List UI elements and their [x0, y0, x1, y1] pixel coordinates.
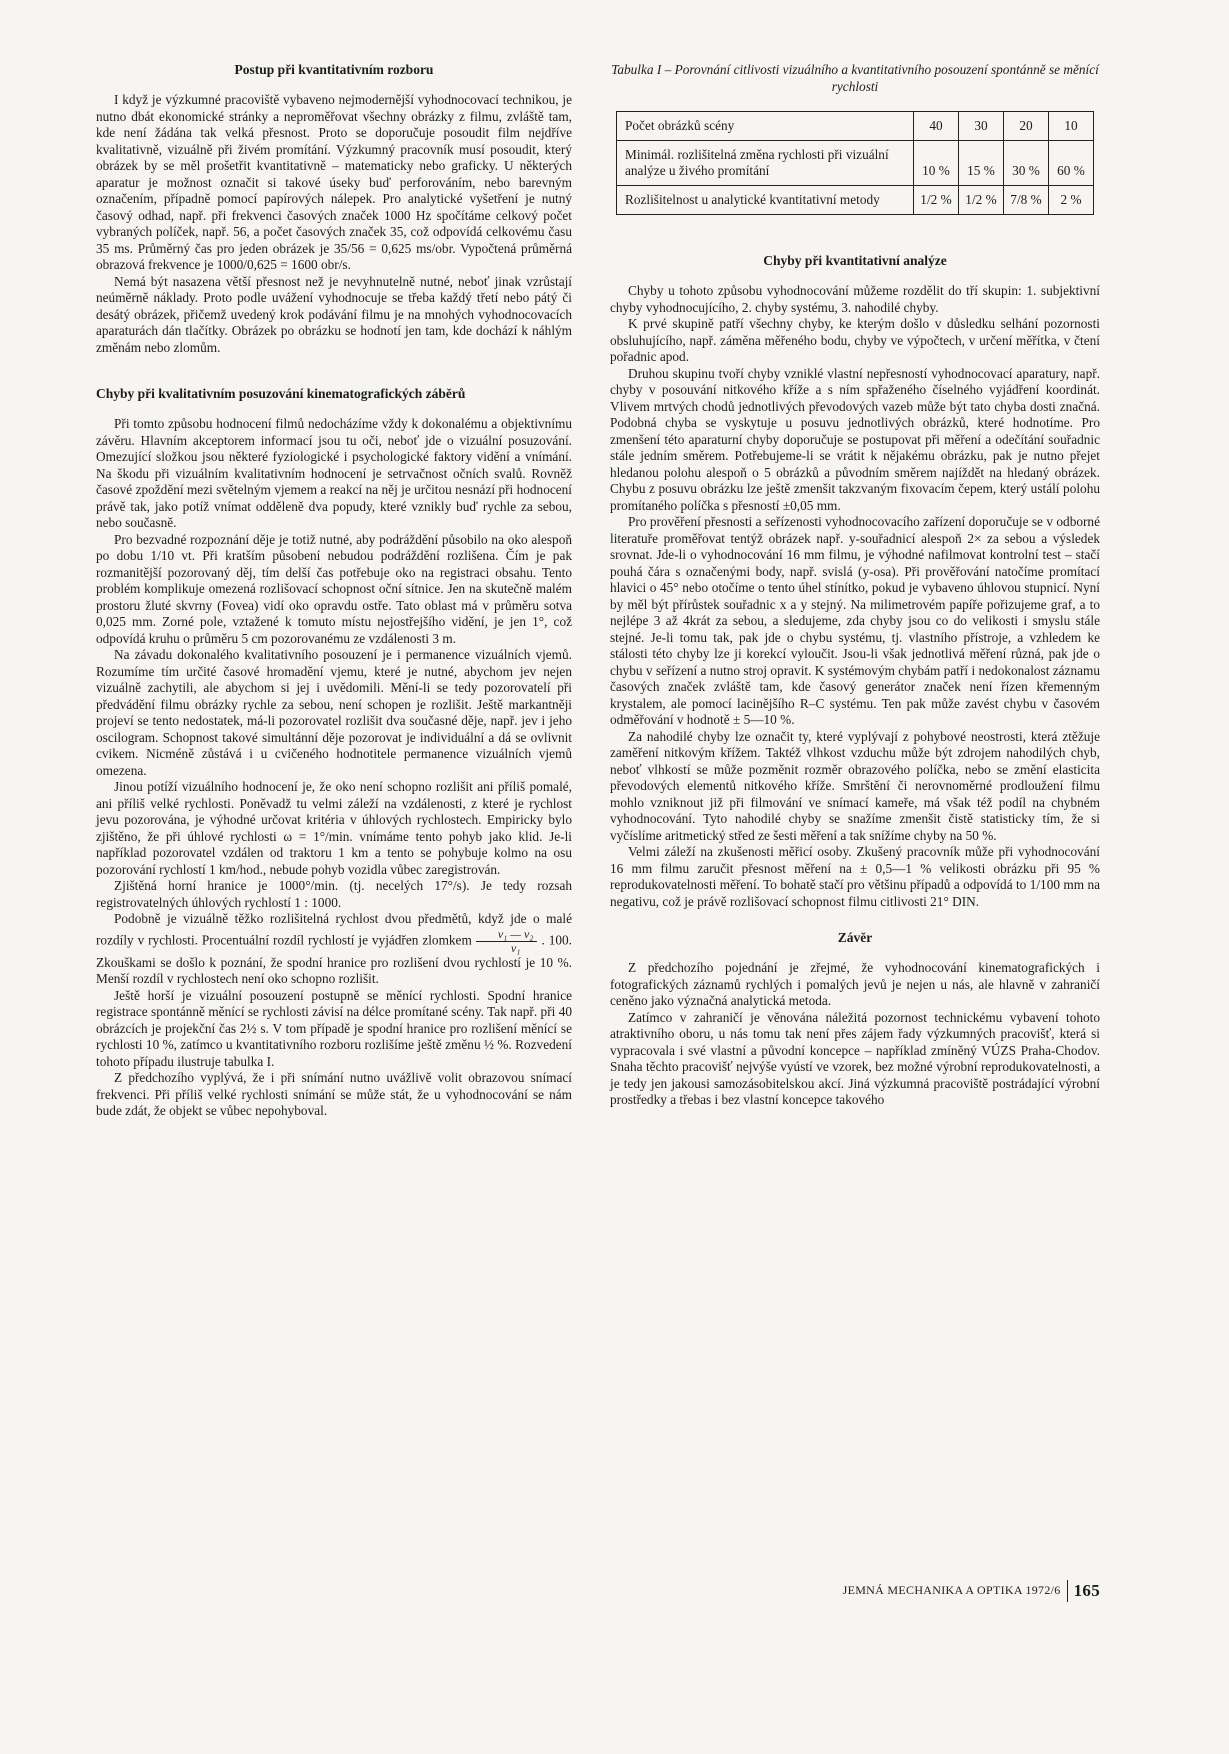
formula-tail-text: . 100. Zkouškami se došlo k poznání, že spodní hranice pro rozlišení dvou rychlostí je 10 %. Menší rozdíl v rychlostech není oko schopno rozlišit. [96, 932, 572, 986]
paragraph: Pro prověření přesnosti a seřízenosti vyhodnocovacího zařízení doporučuje se v odborné literatuře proměřovat tentýž obrázek např. y-souřadnicí alespoň 2× za sebou a výsledek srovnat. Jde-li o vyhodnocování 16 mm filmu, je výhodné nafilmovat kontrolní test – stačí pouhá čára s označenými body, např. svislá (y-osa). Při prověřování natočíme promítací hlavici o 45° nebo otočíme o tento úhel stínítko, pokud je vybaveno úhlovou stupnicí. Nyní by měl být přírůstek souřadnic x a y stejný. Na milimetrovém papíře pořizujeme graf, a to nejlépe 3 až 4krát za sebou, a sledujeme, zda chyby jsou co do velikosti i smyslu stále stejné. Je-li tomu tak, pak jde o chybu systému, tj. vlastního přístroje, a vzhledem ke stálosti této chyby lze ji korekcí vyloučit. Jsou-li však jednotlivá měření různá, pak jde o chybu v seřízení a nutno stroj opravit. K systémovým chybám patří i nedokonalost záznamu časových značek zvláště tam, kde časový generátor značek není řízen křemenným krystalem, ale pomocí lacinějšího R–C systému. Ten pak může zavést chybu v časovém odměřování v hodnotě ± 5—10 %. [610, 514, 1100, 727]
table-row [617, 112, 1094, 141]
table-cell-label: Minimál. rozlišitelná změna rychlosti při vizuální analýze u živého promítání [617, 141, 914, 186]
fraction-denominator: v₁ [510, 940, 521, 955]
table-cell-label: Počet obrázků scény [617, 112, 914, 141]
paragraph: Z předchozího vyplývá, že i při snímání nutno uvážlivě volit obrazovou snímací frekvenci. Při příliš velké rychlosti snímání se může stát, že u vyhodnocování se nám bude zdát, že objekt se vůbec nepohyboval. [96, 1070, 572, 1118]
table-cell: 15 % [959, 141, 1004, 186]
table-cell: 1/2 % [959, 186, 1004, 215]
footer-divider [1067, 1580, 1068, 1602]
paragraph: Ještě horší je vizuální posouzení postupně se měnící rychlosti. Spodní hranice registrace spontánně měnící se rychlosti závisí na délce promítané scény. Tak např. při 40 obrázcích je projekční čas 2½ s. V tom případě je spodní hranice pro rozlišení měnící se rychlosti 10 %, zatímco u kvantitativního rozboru rozlišíme ještě změnu ½ %. Rozvedení tohoto případu ilustruje tabulka I. [96, 987, 572, 1069]
paragraph: Na závadu dokonalého kvalitativního posouzení je i permanence vizuálních vjemů. Rozumíme tím určité časové hromadění vjemu, které je nutné, abychom jev nejen vizuálně zachytili, ale abychom si jej i uvědomili. Mění-li se tedy pozorovatelí při předvádění filmu obrázky rychle za sebou, není schopen je rozlišit. Ještě markantněji projeví se tento nedostatek, má-li pozorovatel rozlišit dva současné děje, např. jev i jeho oscilogram. Schopnost takové simultánní děje pozorovat je individuální a dá se ovlivnit cvikem. Nicméně zůstává i u cvičeného hodnotitele permanence vizuálních vjemů omezena. [96, 647, 572, 778]
left-column [96, 62, 572, 1120]
paragraph: Chyby u tohoto způsobu vyhodnocování můžeme rozdělit do tří skupin: 1. subjektivní chyby vyhodnocujícího, 2. chyby systému, 3. nahodilé chyby. [610, 283, 1100, 315]
paragraph-with-formula [96, 911, 572, 988]
table-cell: 20 [1004, 112, 1049, 141]
paragraph: Nemá být nasazena větší přesnost než je nevyhnutelně nutné, neboť jinak vzrůstají neúměrně náklady. Proto podle uvážení vyhodnocuje se třeba každý třetí nebo pátý či desátý obrázek, přičemž uvedený krok podávání filmu je na mnohých vyhodnocovacích aparaturách dán tlačítky. Obrázek po obrázku se hodnotí jen tam, kde dochází k náhlým změnám nebo zlomům. [96, 273, 572, 355]
page-number: 165 [1073, 1581, 1100, 1600]
fraction-numerator: v₁ — v₂ [476, 928, 538, 942]
table-cell: 30 % [1004, 141, 1049, 186]
page-footer [754, 1580, 1100, 1602]
paragraph: Zjištěná horní hranice je 1000°/min. (tj. necelých 17°/s). Je tedy rozsah registrovatelných úhlových rychlostí 1 : 1000. [96, 878, 572, 910]
table-cell: 2 % [1049, 186, 1094, 215]
paragraph: Pro bezvadné rozpoznání děje je totiž nutné, aby podráždění působilo na oko alespoň po dobu 1/10 vt. Při kratším působení nebudou podráždění rozlišena. Čím je pak rozmanitější pozorovaný děj, tím delší čas potřebuje oko na registraci obsahu. Tento problém komplikuje omezená rozlišovací schopnost oční sítnice. Jen na skutečně malém prostoru žluté skvrny (Fovea) vidí oko opravdu ostře. Tato oblast má v průměru sotva 0,025 mm. Zorné pole, vztažené k tomuto místu nejostřejšího vidění, je jen 1°, což odpovídá kruhu o průměru 5 cm pozorovanému ze vzdálenosti 3 m. [96, 531, 572, 646]
velocity-fraction [476, 928, 538, 955]
paragraph: Velmi záleží na zkušenosti měřicí osoby. Zkušený pracovník může při vyhodnocování 16 mm filmu zaručit přesnost měření na ± 0,5—1 % velikosti obrázku při 95 % reprodukovatelnosti měření. To bohatě stačí pro většinu případů a odpovídá to 1/100 mm na negativu, což je právě rozlišovací schopnost filmu citlivosti 21° DIN. [610, 844, 1100, 909]
table-cell: 10 % [914, 141, 959, 186]
comparison-table [616, 111, 1094, 215]
table-row [617, 186, 1094, 215]
paragraph: Zatímco v zahraničí je věnována náležitá pozornost technickému vybavení tohoto atraktivního oboru, u nás tomu tak není přes zájem řady výzkumných pracovišť, která si vypracovala i své vlastní a původní koncepce – například zmíněný VÚZS Praha-Chodov. Snaha těchto pracovišť nejvýše vyústí ve vzorek, bez možné výrobní reprodukovatelnosti, a je tedy jen jakousi samozásobitelskou akcí. Jiná výzkumná pracoviště postrádající výrobní prostředky a třebas i bez vlastní koncepce takového [610, 1009, 1100, 1107]
formula-lead-text: Podobně je vizuálně těžko rozlišitelná rychlost dvou předmětů, když jde o malé rozdíly v rychlosti. Procentuální rozdíl rychlostí je vyjádřen zlomkem [96, 911, 572, 948]
paragraph: K prvé skupině patří všechny chyby, ke kterým došlo v důsledku selhání pozornosti obsluhujícího, např. záměna měřeného bodu, chyby ve výpočtech, v určení měřítka, v čtení pořadnic apod. [610, 316, 1100, 364]
paragraph: Jinou potíží vizuálního hodnocení je, že oko není schopno rozlišit ani příliš pomalé, ani příliš velké rychlosti. Poněvadž tu velmi záleží na vzdálenosti, z které je rychlost jevu pozorována, je výhodné určovat kritéria v úhlových rychlostech. Empiricky bylo zjištěno, že při úhlové rychlosti ω = 1°/min. vnímáme tento pohyb jako klid. Je-li například pozorovatel vzdálen od traktoru 1 km a tento se pohybuje kolmo na osu pozorování rychlostí 1 km/hod., nebude pohyb vozidla vůbec zaregistrován. [96, 779, 572, 877]
journal-name: JEMNÁ MECHANIKA A OPTIKA 1972/6 [842, 1582, 1061, 1597]
paragraph: Za nahodilé chyby lze označit ty, které vyplývají z pohybové neostrosti, která ztěžuje zaměření nitkovým křížem. Taktéž vlhkost vzduchu může být zdrojem nahodilých chyb, neboť vlhkostí se může pozměnit rozměr obrazového políčka, nebo se změní elasticita převodových elementů nitkového kříže. Smrštění či nerovnoměrné prodloužení filmu mohlo vzniknout již při filmování ve snímací kameře, má však též podíl na chybném vyhodnocování. Tyto nahodilé chyby se snažíme zmenšit čistě statisticky tím, že si vyčíslíme aritmetický střed ze šesti měření a tak snížíme chyby na 50 %. [610, 728, 1100, 843]
paragraph: I když je výzkumné pracoviště vybaveno nejmodernější vyhodnocovací technikou, je nutno dbát ekonomické stránky a neproměřovat všechny obrázky z filmu, zvláště tam, kde není žádána tak velká přesnost. Proto se doporučuje posoudit film nejdříve kvalitativně, vizuálně při živém promítání. Výzkumný pracovník musí posoudit, který obrázek by se měl prošetřit kvantitativně – matematicky nebo graficky. U některých aparatur je možnost označit si takové úseky buď perforováním, nebo barevným označením, případně pomocí papírových nálepek. Pro analytické vyšetření je nutný časový odhad, např. při frekvenci časových značek 1000 Hz spočítáme celkový počet vybraných políček, např. 56, a počet časových značek 35, což odpovídá celkovému času 35 ms. Průměrný čas pro jeden obrázek je 35/56 = 0,625 ms/obr. Vypočtená průměrná obrazová frekvence je 1000/0,625 = 1600 obr/s. [96, 92, 572, 272]
table-cell-label: Rozlišitelnost u analytické kvantitativní metody [617, 186, 914, 215]
section-heading-conclusion: Závěr [837, 930, 873, 945]
table-cell: 7/8 % [1004, 186, 1049, 215]
paragraph: Z předchozího pojednání je zřejmé, že vyhodnocování kinematografických i fotografických záznamů rychlých i pomalých jevů je nejen u nás, ale hlavně v zahraničí ceněno jako význačná analytická metoda. [610, 960, 1100, 1008]
table-cell: 30 [959, 112, 1004, 141]
paragraph: Při tomto způsobu hodnocení filmů nedocházíme vždy k dokonalému a objektivnímu závěru. Hlavním akceptorem informací jsou tu oči, neboť jde o vizuální posuzování. Omezující složkou jsou některé fyziologické i psychologické faktory vidění a vnímání. Na škodu při vizuálním kvalitativním hodnocení je setrvačnost očních svalů. Rovněž časové zpoždění mezi světelným vjemem a reakcí na něj je určitou nesnází při hodnocení právě tak, jako potíž vnímat odděleně dva popudy, které vznikly buď rychle za sebou, nebo současně. [96, 416, 572, 530]
section-heading-qualitative-errors: Chyby při kvalitativním posuzování kinematografických záběrů [96, 386, 466, 401]
table-cell: 40 [914, 112, 959, 141]
section-heading-quantitative-procedure: Postup při kvantitativním rozboru [234, 62, 434, 77]
table-caption: Tabulka I – Porovnání citlivosti vizuálního a kvantitativního posouzení spontánně se měnící rychlosti [611, 62, 1099, 94]
table-cell: 60 % [1049, 141, 1094, 186]
table-cell: 1/2 % [914, 186, 959, 215]
table-cell: 10 [1049, 112, 1094, 141]
paragraph: Druhou skupinu tvoří chyby vzniklé vlastní nepřesností vyhodnocovací aparatury, např. chyby v posouvání nitkového kříže a s ním spřaženého číselného vyjádření koordinát. Vlivem mrtvých chodů jednotlivých převodových vazeb může být tato chyba dosti značná. Podobná chyba se vyskytuje u posuvu jednotlivých obrázků, které hodnotíme. Pro zmenšení této aparaturní chyby doporučuje se postupovat při měření a odečítání souřadnic stále jedním směrem. Potřebujeme-li se vrátit k nějakému obrázku, pak je nutno přejet hledanou polohu alespoň o 5 obrázků a původním směrem najíždět na hledaný obrázek. Chybu z posuvu obrázku lze ještě zmenšit takzvaným fixovacím čepem, který ustálí polohu promítaného políčka s přesností ±0,05 mm. [610, 365, 1100, 513]
section-heading-quantitative-errors: Chyby při kvantitativní analýze [763, 253, 947, 268]
right-column [610, 62, 1100, 1109]
table-row [617, 141, 1094, 186]
